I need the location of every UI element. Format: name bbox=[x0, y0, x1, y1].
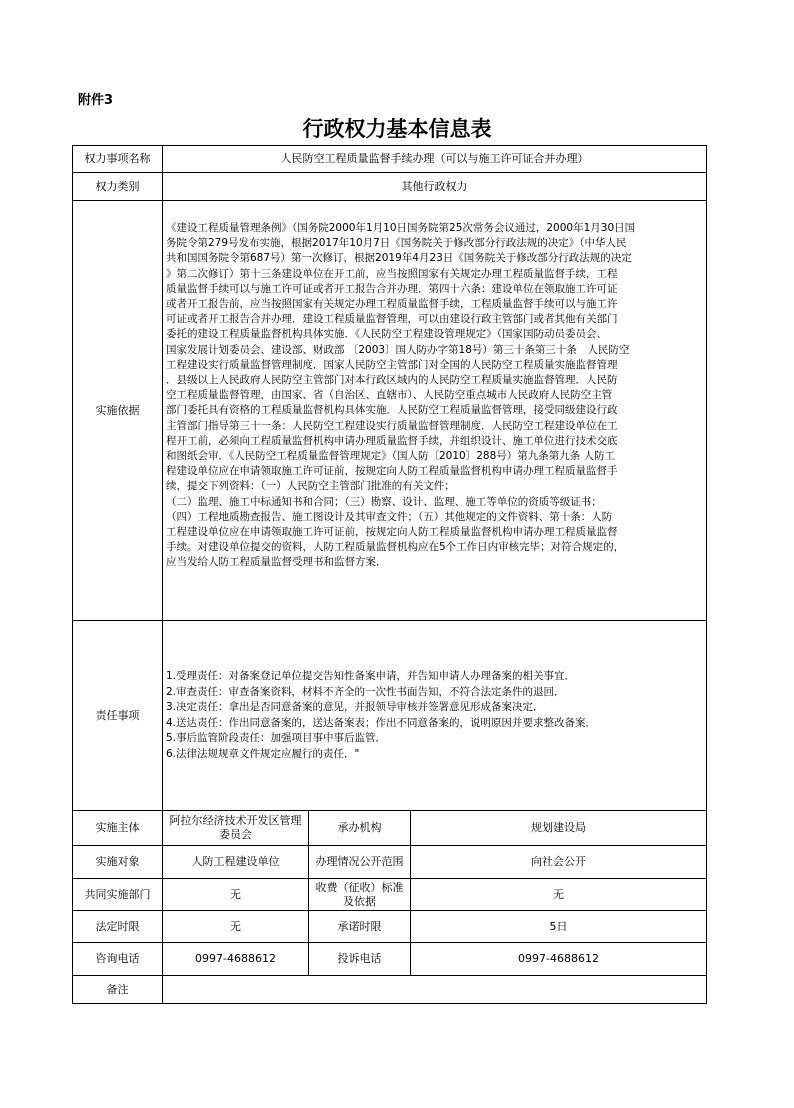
text-line: 共和国国务院令第687号）第一次修订，根据2019年4月23日《国务院关于修改部分行政法规的决定 bbox=[166, 252, 632, 265]
text-line: 手续。对建设单位提交的资料，人防工程质量监督机构应在5个工作日内审核完毕；对符合规定的， bbox=[166, 541, 625, 554]
legal-limit-label: 法定时限 bbox=[73, 911, 163, 943]
text-line: 工程建设实行质量监督管理制度．国家人民防空主管部门对全国的人民防空工程质量实施监督管理 bbox=[166, 358, 618, 371]
org-value: 规划建设局 bbox=[411, 811, 707, 846]
complaint-value: 0997-4688612 bbox=[411, 943, 707, 976]
text-line: 《建设工程质量管理条例》（国务院2000年1月10日国务院第25次常务会议通过，2000年1月30日国 bbox=[166, 222, 636, 234]
text-line: 续，提交下列资料：（一）人民防空主管部门批准的有关文件； bbox=[166, 480, 455, 493]
consult-label: 咨询电话 bbox=[73, 943, 163, 976]
table-row bbox=[73, 911, 707, 943]
text-line: 或者开工报告前，应当按照国家有关规定办理工程质量监督手续，工程质量监督手续可以与施工许 bbox=[166, 298, 618, 311]
disclosure-value: 向社会公开 bbox=[411, 846, 707, 879]
basis-label: 实施依据 bbox=[73, 201, 163, 621]
promise-limit-label: 承诺时限 bbox=[309, 911, 411, 943]
text-line: 应当发给人防工程质量监督受理书和监督方案． bbox=[166, 556, 387, 569]
basis-text bbox=[166, 221, 703, 571]
item-name-label: 权力事项名称 bbox=[73, 146, 163, 173]
fee-value: 无 bbox=[411, 879, 707, 911]
text-line: 空工程质量监督管理，由国家、省（自治区、直辖市）、人民防空重点城市人民政府人民防空主管 bbox=[166, 389, 613, 402]
text-line: 部门委托具有资格的工程质量监督机构具体实施．人民防空工程质量监督管理，接受同级建设行政 bbox=[166, 404, 618, 417]
item-name-value: 人民防空工程质量监督手续办理（可以与施工许可证合并办理） bbox=[163, 146, 707, 173]
consult-value: 0997-4688612 bbox=[163, 943, 309, 976]
table-row bbox=[73, 173, 707, 201]
info-table bbox=[72, 145, 707, 1004]
category-label: 权力类别 bbox=[73, 173, 163, 201]
text-line: 主管部门指导第三十一条：人民防空工程建设实行质量监督管理制度．人民防空工程建设单位在工 bbox=[166, 419, 618, 432]
table-row bbox=[73, 943, 707, 976]
text-line: 5.事后监管阶段责任：加强项目事中事后监管． bbox=[166, 732, 387, 744]
duty-text bbox=[166, 669, 703, 762]
joint-label: 共同实施部门 bbox=[73, 879, 163, 911]
legal-limit-value: 无 bbox=[163, 911, 309, 943]
category-value: 其他行政权力 bbox=[163, 173, 707, 201]
text-line: 2.审查责任：审查备案资料，材料不齐全的一次性书面告知，不符合法定条件的退回． bbox=[166, 685, 565, 698]
attachment-label: 附件3 bbox=[78, 93, 114, 108]
basis-value bbox=[163, 201, 707, 621]
table-row bbox=[73, 879, 707, 911]
duty-label: 责任事项 bbox=[73, 621, 163, 811]
fee-label: 收费（征收）标准及依据 bbox=[309, 879, 411, 911]
text-line: 3.决定责任：拿出是否同意备案的意见，并报领导审核并签署意见形成备案决定． bbox=[166, 701, 544, 713]
page-title: 行政权力基本信息表 bbox=[302, 116, 492, 141]
text-line: 务院令第279号发布实施，根据2017年10月7日《国务院关于修改部分行政法规的决定》（中华人民 bbox=[166, 237, 627, 250]
text-line: 工程建设单位应在申请领取施工许可证前，按规定向人防工程质量监督机构申请办理工程质量监督 bbox=[166, 526, 618, 539]
promise-limit-value: 5日 bbox=[411, 911, 707, 943]
text-line: 质量监督手续可以与施工许可证或者开工报告合并办理．第四十六条：建设单位在领取施工许可证 bbox=[166, 282, 618, 295]
text-line: 国家发展计划委员会、建设部、财政部 〔2003〕国人防办字第18号）第三十条第三十条 人民防空 bbox=[166, 343, 630, 356]
joint-value: 无 bbox=[163, 879, 309, 911]
table-row bbox=[73, 811, 707, 846]
text-line: 4.送达责任：作出同意备案的，送达备案表；作出不同意备案的，说明原因并要求整改备案． bbox=[166, 716, 597, 729]
text-line: 委托的建设工程质量监督机构具体实施．《人民防空工程建设管理规定》（国家国防动员委员会、 bbox=[166, 328, 607, 341]
remark-value bbox=[163, 976, 707, 1004]
disclosure-label: 办理情况公开范围 bbox=[309, 846, 411, 879]
text-line: 》第二次修订）第十三条建设单位在开工前，应当按照国家有关规定办理工程质量监督手续，工程 bbox=[166, 267, 618, 280]
text-line: 6.法律法规规章文件规定应履行的责任．" bbox=[166, 747, 360, 760]
text-line: ．县级以上人民政府人民防空主管部门对本行政区域内的人民防空工程质量实施监督管理．人民防 bbox=[166, 374, 618, 387]
subject-value: 阿拉尔经济技术开发区管理委员会 bbox=[163, 811, 309, 846]
text-line: 程建设单位应在申请领取施工许可证前，按规定向人防工程质量监督机构申请办理工程质量监督手 bbox=[166, 465, 618, 478]
text-line: 可证或者开工报告合并办理．建设工程质量监督管理，可以由建设行政主管部门或者其他有关部门 bbox=[166, 313, 618, 326]
table-row bbox=[73, 846, 707, 879]
text-line: （四）工程地质勘查报告、施工图设计及其审查文件；（五）其他规定的文件资料、第十条：人防 bbox=[166, 510, 613, 523]
text-line: 程开工前，必须向工程质量监督机构申请办理质量监督手续，并组织设计、施工单位进行技术交底 bbox=[166, 434, 618, 447]
subject-label: 实施主体 bbox=[73, 811, 163, 846]
text-line: （二）监理、施工中标通知书和合同；（三）勘察、设计、监理、施工等单位的资质等级证书； bbox=[166, 495, 602, 508]
target-value: 人防工程建设单位 bbox=[163, 846, 309, 879]
org-label: 承办机构 bbox=[309, 811, 411, 846]
table-row bbox=[73, 976, 707, 1004]
table-row bbox=[73, 201, 707, 621]
target-label: 实施对象 bbox=[73, 846, 163, 879]
remark-label: 备注 bbox=[73, 976, 163, 1004]
text-line: 1.受理责任：对备案登记单位提交告知性备案申请，并告知申请人办理备案的相关事宜． bbox=[166, 670, 576, 682]
table-row bbox=[73, 621, 707, 811]
complaint-label: 投诉电话 bbox=[309, 943, 411, 976]
text-line: 和图纸会审．《人民防空工程质量监督管理规定》（国人防〔2010〕288号）第九条第九条 人防工 bbox=[166, 450, 616, 463]
table-row bbox=[73, 146, 707, 173]
duty-value bbox=[163, 621, 707, 811]
